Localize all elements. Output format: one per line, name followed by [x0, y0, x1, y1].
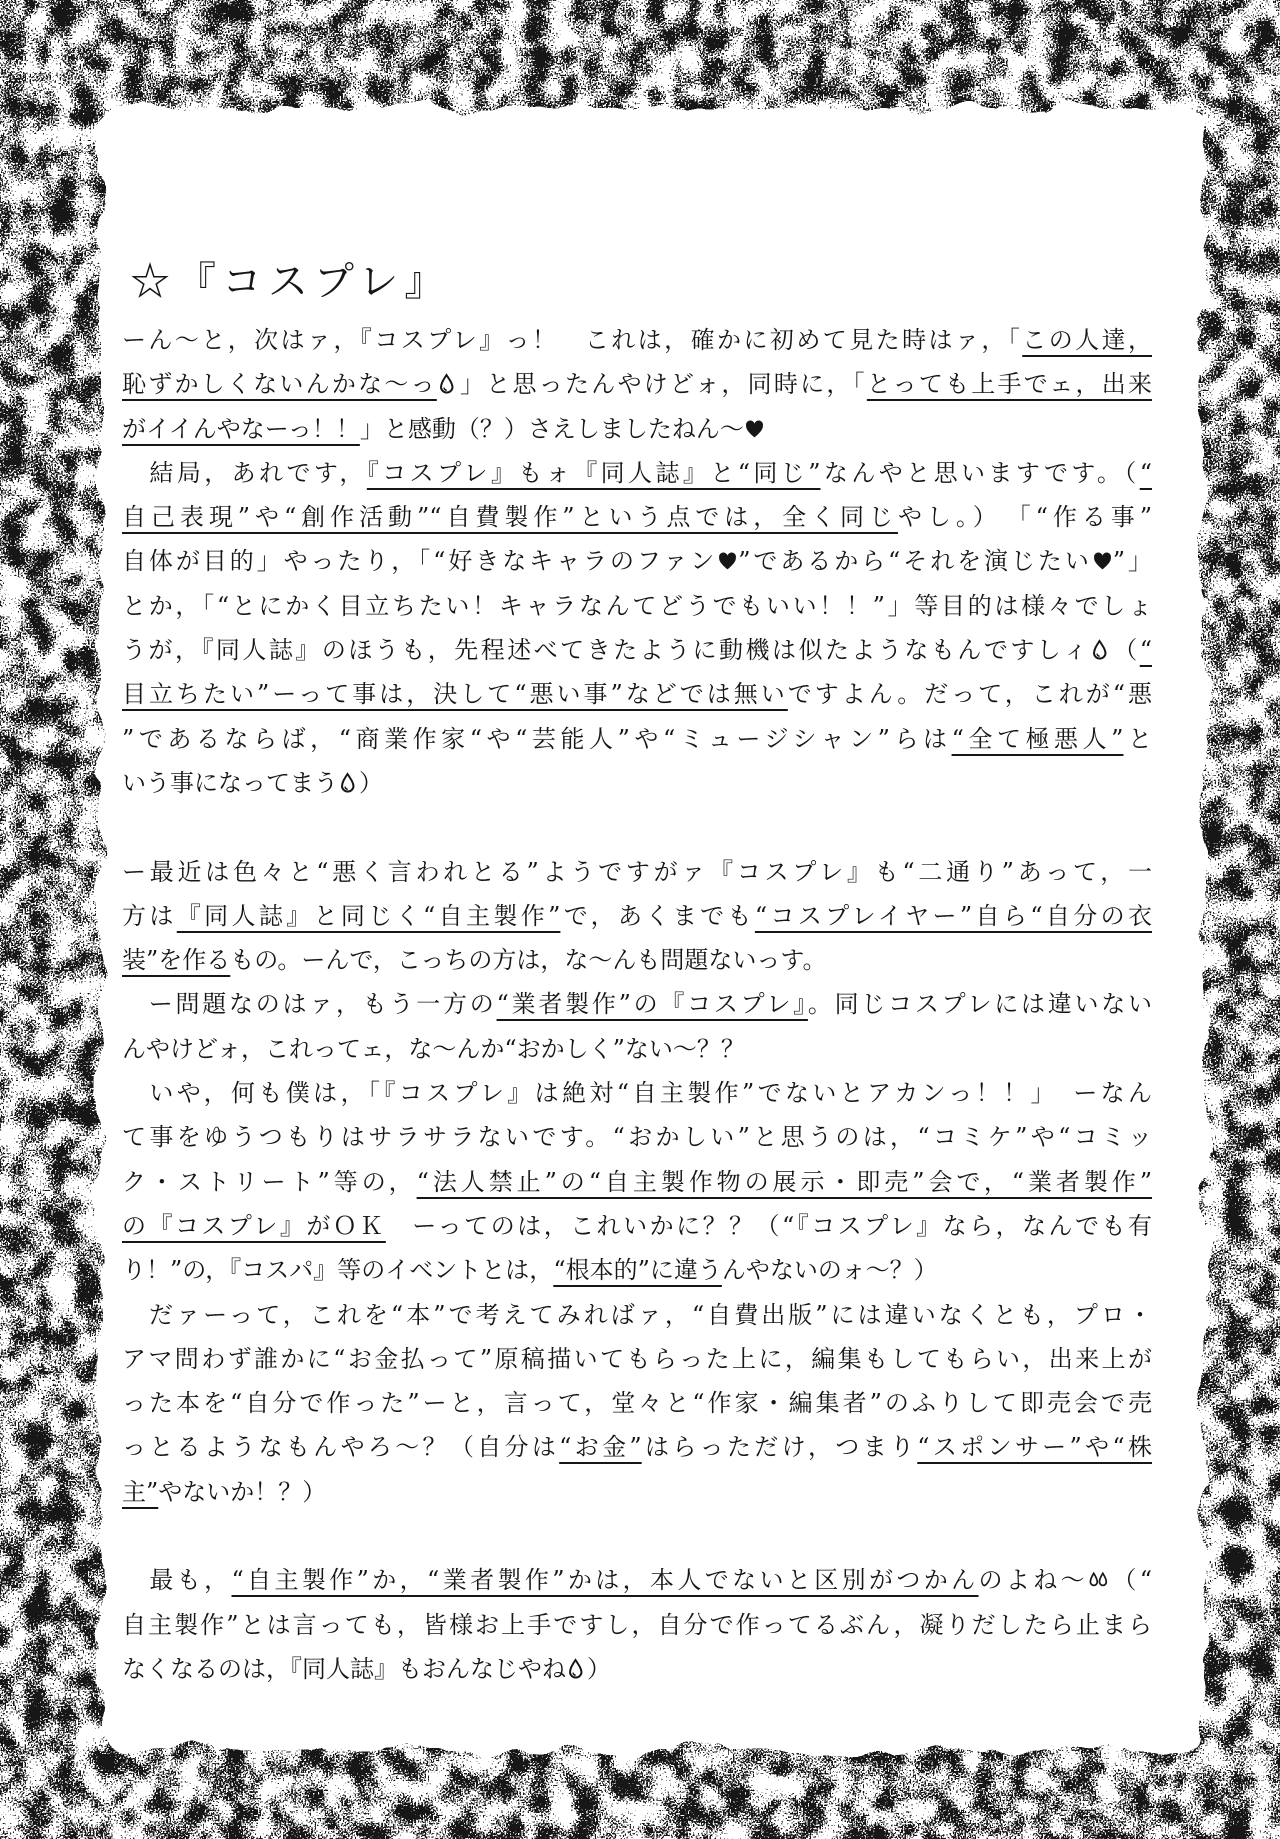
text-line [122, 672, 1152, 716]
text-run: ですよん。だって，これが“悪 [787, 680, 1152, 709]
text-run: いう事になってまう [122, 768, 338, 797]
document-body [122, 256, 1152, 1691]
sweat-drop-icon [437, 373, 458, 395]
text-run: （ [1110, 636, 1140, 665]
underlined-text: 目立ちたい”ーって事は，決して“悪い事”などでは無い [122, 680, 788, 709]
text-line [122, 1647, 1152, 1691]
text-run: 自主製作”とは言っても，皆様お上手ですし，自分で作ってるぶん，凝りだしたら止まら [122, 1610, 1152, 1639]
text-run: もの。ーんで，こっちの方は，な〜んも問題ないっす。 [230, 946, 827, 975]
text-line [122, 539, 1152, 583]
underlined-text: “ [1139, 458, 1152, 487]
text-run: ー問題なのはァ，もう一方の [122, 990, 497, 1019]
underlined-text: “全て極悪人” [951, 724, 1124, 753]
underlined-text: 恥ずかしくないんかな〜っ [122, 370, 437, 399]
underlined-text: “コスプレイヤー”自ら“自分の衣 [754, 901, 1152, 930]
text-run: とか，「“とにかく目立ちたい！キャラなんてどうでもいい！！”」等目的は様々でしょ [122, 591, 1152, 620]
text-run: と [1123, 724, 1153, 753]
underlined-text: がイイんやなーっ！！ [122, 414, 360, 443]
underlined-text: 『コスプレ』もォ『同人誌』と“同じ” [366, 458, 821, 487]
text-run: ー最近は色々と“悪く言われとる”ようですがァ『コスプレ』も“二通り”あって，一 [122, 857, 1152, 886]
text-line [122, 1160, 1152, 1204]
page-title: ☆『コスプレ』 [130, 259, 451, 305]
underlined-text: “法人禁止”の“自主製作物の展示・即売”会で，“業者製作” [416, 1167, 1152, 1196]
underlined-text: “自主製作”か，“業者製作”かは，本人でないと区別がつかん [231, 1566, 979, 1595]
text-run: 」と思ったんやけどォ，同時に，「 [457, 370, 867, 399]
text-run: だァーって，これを“本”で考えてみればァ，“自費出版”には違いなくとも，プロ・ [122, 1300, 1152, 1329]
text-run: なんやと思いますです。（ [820, 458, 1140, 487]
text-run: アマ問わず誰かに“お金払って”原稿描いてもらった上に，編集もしてもらい，出来上が [122, 1344, 1152, 1373]
text-line [122, 1071, 1152, 1115]
text-line [122, 584, 1152, 628]
underlined-text: とっても上手でェ，出来 [866, 370, 1152, 399]
text-line [122, 1337, 1152, 1381]
sweat-drop-icon [338, 772, 359, 794]
paragraph [122, 1293, 1152, 1514]
text-run: り！”の，『コスパ』等のイベントとは， [122, 1256, 554, 1285]
text-line [122, 894, 1152, 938]
text-line [122, 1558, 1152, 1602]
text-run: ） [587, 1654, 611, 1683]
text-run: ”であるならば，“商業作家“や“芸能人”や“ミュージシャン”らは [122, 724, 952, 753]
text-run: やないか！？） [158, 1477, 327, 1506]
text-section [122, 1558, 1152, 1691]
paragraph [122, 982, 1152, 1071]
text-run: て事をゆうつもりはサラサラないです。“おかしい”と思うのは，“コミケ”や“コミッ [122, 1123, 1152, 1152]
text-run: 最も， [122, 1566, 232, 1595]
text-run: で，あくまでも [560, 901, 755, 930]
double-sweat-icon [1088, 1569, 1109, 1591]
paragraph [122, 318, 1152, 451]
underlined-text: “ [1139, 636, 1153, 665]
body-text [122, 318, 1152, 1691]
text-run: ”」 [1112, 547, 1152, 576]
underlined-text: の『コスプレ』がＯＫ [122, 1211, 386, 1240]
text-line [122, 1293, 1152, 1337]
text-line [122, 362, 1152, 406]
text-line [122, 1248, 1152, 1292]
text-line [122, 761, 1152, 805]
text-run: んやないのォ〜？） [721, 1256, 938, 1285]
text-run: はらっただけ，つまり [641, 1433, 918, 1462]
sweat-drop-icon [1090, 639, 1111, 661]
text-line [122, 1470, 1152, 1514]
text-line [122, 1115, 1152, 1159]
underlined-text: “スポンサー”や“株 [917, 1433, 1152, 1462]
paragraph [122, 1558, 1152, 1691]
text-run: ） [359, 768, 383, 797]
text-section [122, 318, 1152, 805]
text-run: 自体が目的」やったり，「“好きなキャラのファン [122, 547, 718, 576]
text-line [122, 318, 1152, 362]
text-line [122, 1425, 1152, 1469]
text-run: んやけどォ，これってェ，な〜んか“おかしく”ない〜？？ [122, 1034, 745, 1063]
text-run: ーん〜と，次はァ，『コスプレ』っ！ これは，確かに初めて見た時はァ，「 [122, 326, 1023, 354]
paragraph [122, 451, 1152, 805]
text-line [122, 1027, 1152, 1071]
text-line [122, 717, 1152, 761]
text-line [122, 451, 1152, 495]
text-run: 。同じコスプレには違いない [807, 990, 1152, 1019]
text-run: のよね〜 [978, 1566, 1088, 1595]
heart-icon [717, 550, 738, 572]
underlined-text: 主” [122, 1477, 159, 1506]
text-run: ク・ストリート”等の， [122, 1167, 417, 1196]
underlined-text: 装”を作る [122, 946, 231, 975]
text-run: 結局，あれです， [122, 458, 367, 487]
text-run: いや，何も僕は，「『コスプレ』は絶対“自主製作”でないとアカンっ！！」 ーなん [122, 1079, 1152, 1108]
text-run: うが，『同人誌』のほうも，先程述べてきたように動機は似たようなもんですしィ [122, 636, 1090, 665]
text-line [122, 982, 1152, 1026]
underlined-text: “根本的”に違う [553, 1256, 722, 1285]
underlined-text: “業者製作”の『コスプレ』 [496, 990, 808, 1019]
text-run: 」と感動（？）さえしましたねん〜 [359, 414, 744, 443]
underlined-text: 『同人誌』と同じく“自主製作” [176, 901, 561, 930]
underlined-text: “お金” [559, 1433, 642, 1462]
text-run: ーってのは，これいかに？？（“『コスプレ』なら，なんでも有 [385, 1211, 1152, 1240]
underlined-text: この人達， [1022, 326, 1153, 354]
text-run: った本を“自分で作った”ーと，言って，堂々と“作家・編集者”のふりして即売会で売 [122, 1389, 1152, 1418]
heart-icon [1092, 550, 1113, 572]
text-run: なくなるのは，『同人誌』もおんなじやね [122, 1654, 566, 1683]
text-line [122, 1603, 1152, 1647]
text-line [122, 1381, 1152, 1425]
paragraph [122, 850, 1152, 983]
text-line [122, 628, 1152, 672]
text-line [122, 407, 1152, 451]
paragraph [122, 1071, 1152, 1292]
text-run: っとるようなもんやろ〜？（自分は [122, 1433, 560, 1462]
heart-icon [744, 418, 765, 440]
text-section [122, 850, 1152, 1514]
text-line [122, 495, 1152, 539]
sweat-drop-icon [566, 1658, 587, 1680]
text-line [122, 850, 1152, 894]
text-run: やし。） 「“作る事” [897, 503, 1152, 532]
text-run: 方は [122, 901, 177, 930]
text-line [122, 938, 1152, 982]
text-run: （“ [1109, 1566, 1153, 1595]
underlined-text: 自己表現”や“創作活動”“自費製作”という点では，全く同じ [122, 503, 898, 532]
text-run: ”であるから“それを演じたい [738, 547, 1092, 576]
text-line [122, 1204, 1152, 1248]
